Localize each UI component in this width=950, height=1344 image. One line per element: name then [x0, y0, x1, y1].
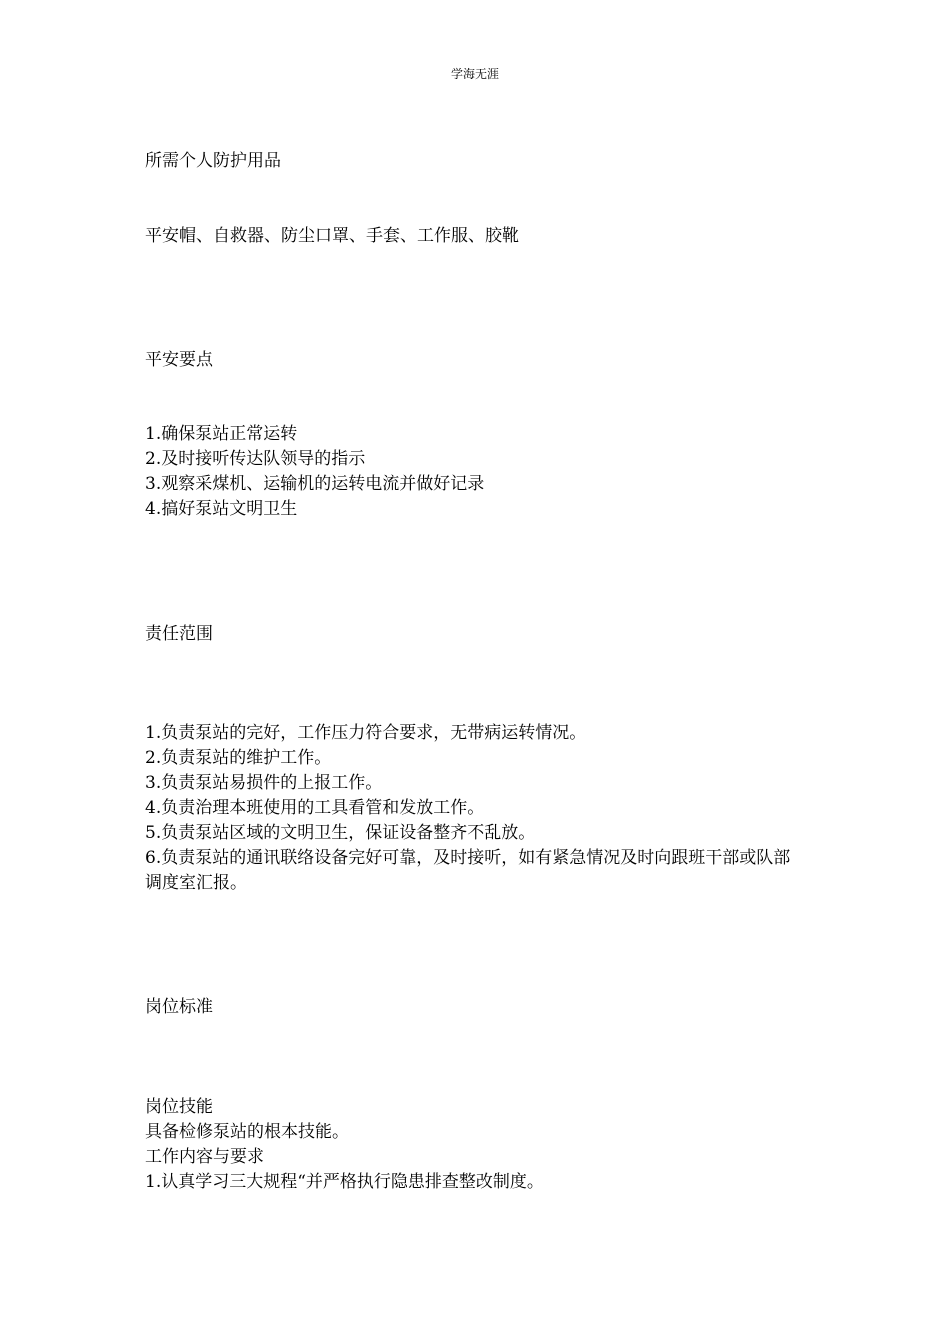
ppe-heading: 所需个人防护用品 — [145, 151, 281, 171]
safety-point: 1.确保泵站正常运转 — [145, 424, 298, 444]
scope-item: 4.负责治理本班使用的工具看管和发放工作。 — [145, 798, 485, 818]
ppe-items: 平安帽、自救器、防尘口罩、手套、工作服、胶靴 — [145, 226, 519, 246]
safety-point: 3.观察采煤机、运输机的运转电流并做好记录 — [145, 474, 485, 494]
standard-line: 工作内容与要求 — [145, 1147, 264, 1167]
standard-line: 具备检修泵站的根本技能。 — [145, 1122, 349, 1142]
standard-lines — [145, 1095, 805, 1195]
safety-heading: 平安要点 — [145, 350, 213, 370]
scope-heading: 责任范围 — [145, 624, 213, 644]
standard-heading: 岗位标准 — [145, 997, 213, 1017]
scope-item: 2.负责泵站的维护工作。 — [145, 748, 332, 768]
scope-item: 3.负责泵站易损件的上报工作。 — [145, 773, 383, 793]
standard-line: 岗位技能 — [145, 1097, 213, 1117]
standard-line: 1.认真学习三大规程“并严格执行隐患排查整改制度。 — [145, 1172, 544, 1192]
safety-point: 2.及时接听传达队领导的指示 — [145, 449, 366, 469]
scope-item: 6.负责泵站的通讯联络设备完好可靠，及时接听，如有紧急情况及时向跟班干部或队部调度室汇报。 — [145, 848, 791, 893]
scope-items — [145, 721, 805, 896]
scope-item: 5.负责泵站区域的文明卫生，保证设备整齐不乱放。 — [145, 823, 536, 843]
safety-point: 4.搞好泵站文明卫生 — [145, 499, 298, 519]
scope-item: 1.负责泵站的完好，工作压力符合要求，无带病运转情况。 — [145, 723, 587, 743]
page-header: 学海无涯 — [450, 67, 499, 81]
safety-points — [145, 422, 805, 522]
